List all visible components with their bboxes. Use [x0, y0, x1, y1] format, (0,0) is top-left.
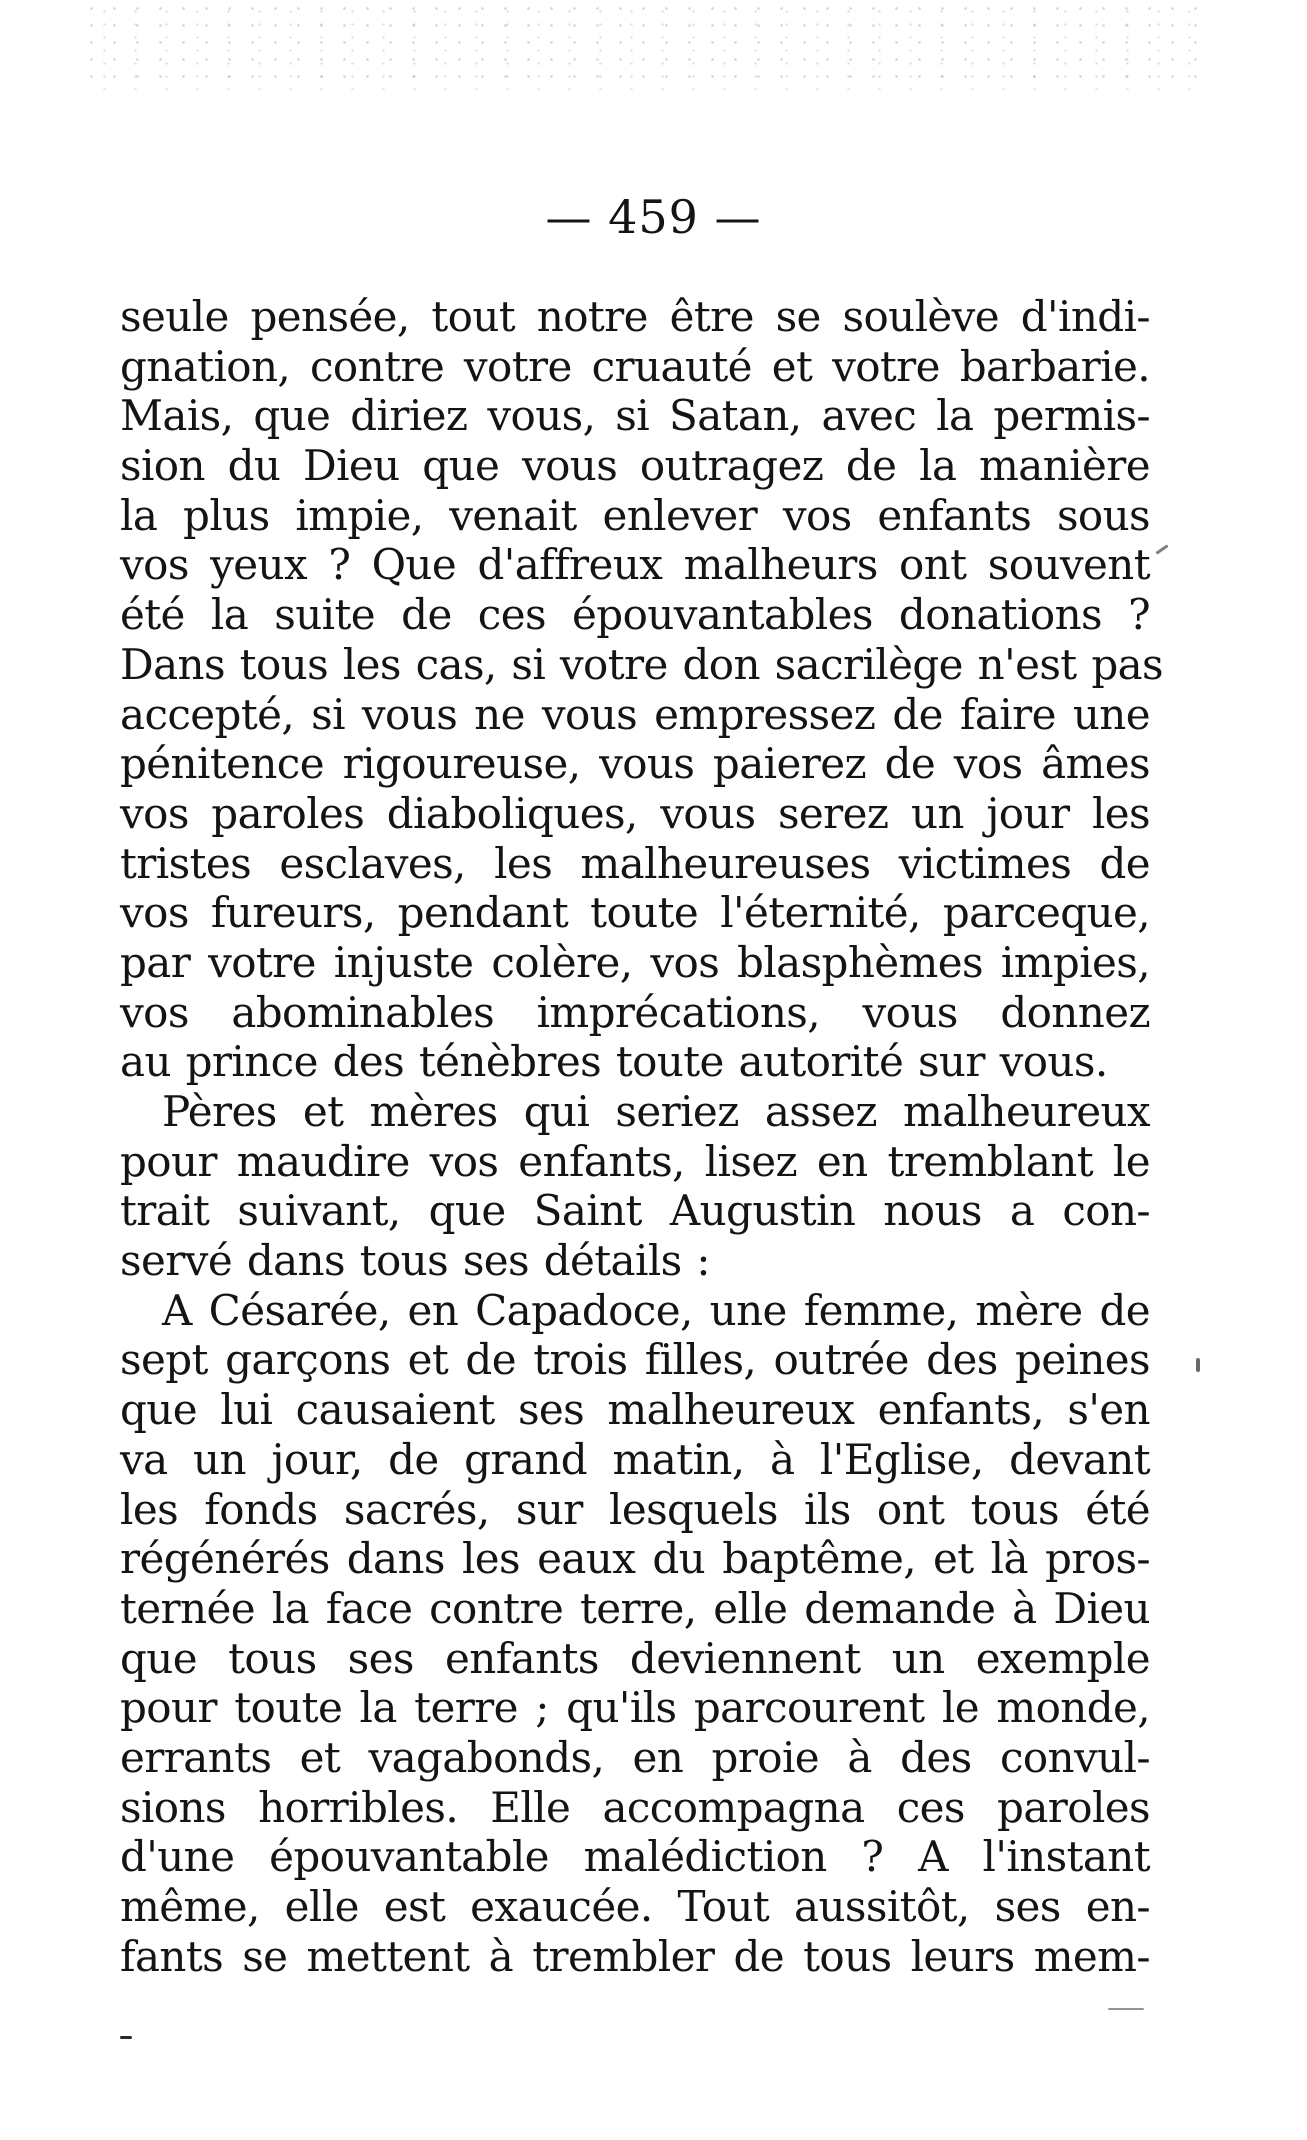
text-line: les fonds sacrés, sur lesquels ils ont tous été [120, 1484, 1150, 1534]
text-line: vos abominables imprécations, vous donnez [120, 987, 1150, 1037]
text-line: d'une épouvantable malédiction ? A l'instant [120, 1832, 1150, 1882]
text-line: va un jour, de grand matin, à l'Eglise, devant [120, 1434, 1150, 1484]
text-line: que lui causaient ses malheureux enfants, s'en [120, 1385, 1150, 1435]
text-line: vos yeux ? Que d'affreux malheurs ont souvent [120, 540, 1150, 590]
text-line: sept garçons et de trois filles, outrée des peines [120, 1335, 1150, 1385]
text-line: au prince des ténèbres toute autorité sur vous. [120, 1037, 1108, 1087]
body-text [120, 292, 1163, 1981]
text-line: pour maudire vos enfants, lisez en tremblant le [120, 1136, 1150, 1186]
text-line: sion du Dieu que vous outragez de la manière [120, 441, 1150, 491]
text-line: par votre injuste colère, vos blasphèmes impies, [120, 937, 1150, 987]
text-line: servé dans tous ses détails : [120, 1236, 710, 1286]
text-line: ternée la face contre terre, elle demande à Dieu [120, 1583, 1150, 1633]
text-line: Pères et mères qui seriez assez malheureux [162, 1087, 1150, 1136]
text-line: gnation, contre votre cruauté et votre barbarie. [120, 341, 1150, 391]
text-line: Mais, que diriez vous, si Satan, avec la permis- [120, 391, 1150, 441]
text-line: errants et vagabonds, en proie à des convul- [120, 1732, 1150, 1782]
text-line: sions horribles. Elle accompagna ces paroles [120, 1782, 1150, 1832]
ink-mark [1108, 2008, 1144, 2010]
print-speckle [80, 0, 1200, 90]
page-number: — 459 — [545, 190, 762, 244]
text-line: accepté, si vous ne vous empressez de faire une [120, 689, 1150, 739]
text-line: trait suivant, que Saint Augustin nous a con- [120, 1186, 1150, 1236]
text-line: même, elle est exaucée. Tout aussitôt, ses en- [120, 1882, 1150, 1931]
text-line: pénitence rigoureuse, vous paierez de vos âmes [120, 739, 1150, 789]
text-line: été la suite de ces épouvantables donations ? [120, 590, 1150, 640]
ink-mark [1196, 1358, 1200, 1372]
text-line: A Césarée, en Capadoce, une femme, mère de [162, 1285, 1150, 1335]
text-line: vos fureurs, pendant toute l'éternité, parceque, [120, 888, 1150, 938]
text-line: la plus impie, venait enlever vos enfants sous [120, 490, 1150, 540]
ink-mark [1155, 544, 1168, 554]
text-line: tristes esclaves, les malheureuses victimes de [120, 838, 1150, 888]
text-line: pour toute la terre ; qu'ils parcourent le monde, [120, 1683, 1150, 1733]
text-line: vos paroles diaboliques, vous serez un jour les [120, 788, 1150, 838]
ink-mark [120, 2036, 132, 2039]
text-line: régénérés dans les eaux du baptême, et là pros- [120, 1534, 1150, 1584]
text-line: seule pensée, tout notre être se soulève d'indi- [120, 292, 1150, 341]
text-line: que tous ses enfants deviennent un exemple [120, 1633, 1150, 1683]
text-line: Dans tous les cas, si votre don sacrilège n'est pas [120, 639, 1163, 689]
text-line: fants se mettent à trembler de tous leurs mem- [120, 1931, 1150, 1981]
